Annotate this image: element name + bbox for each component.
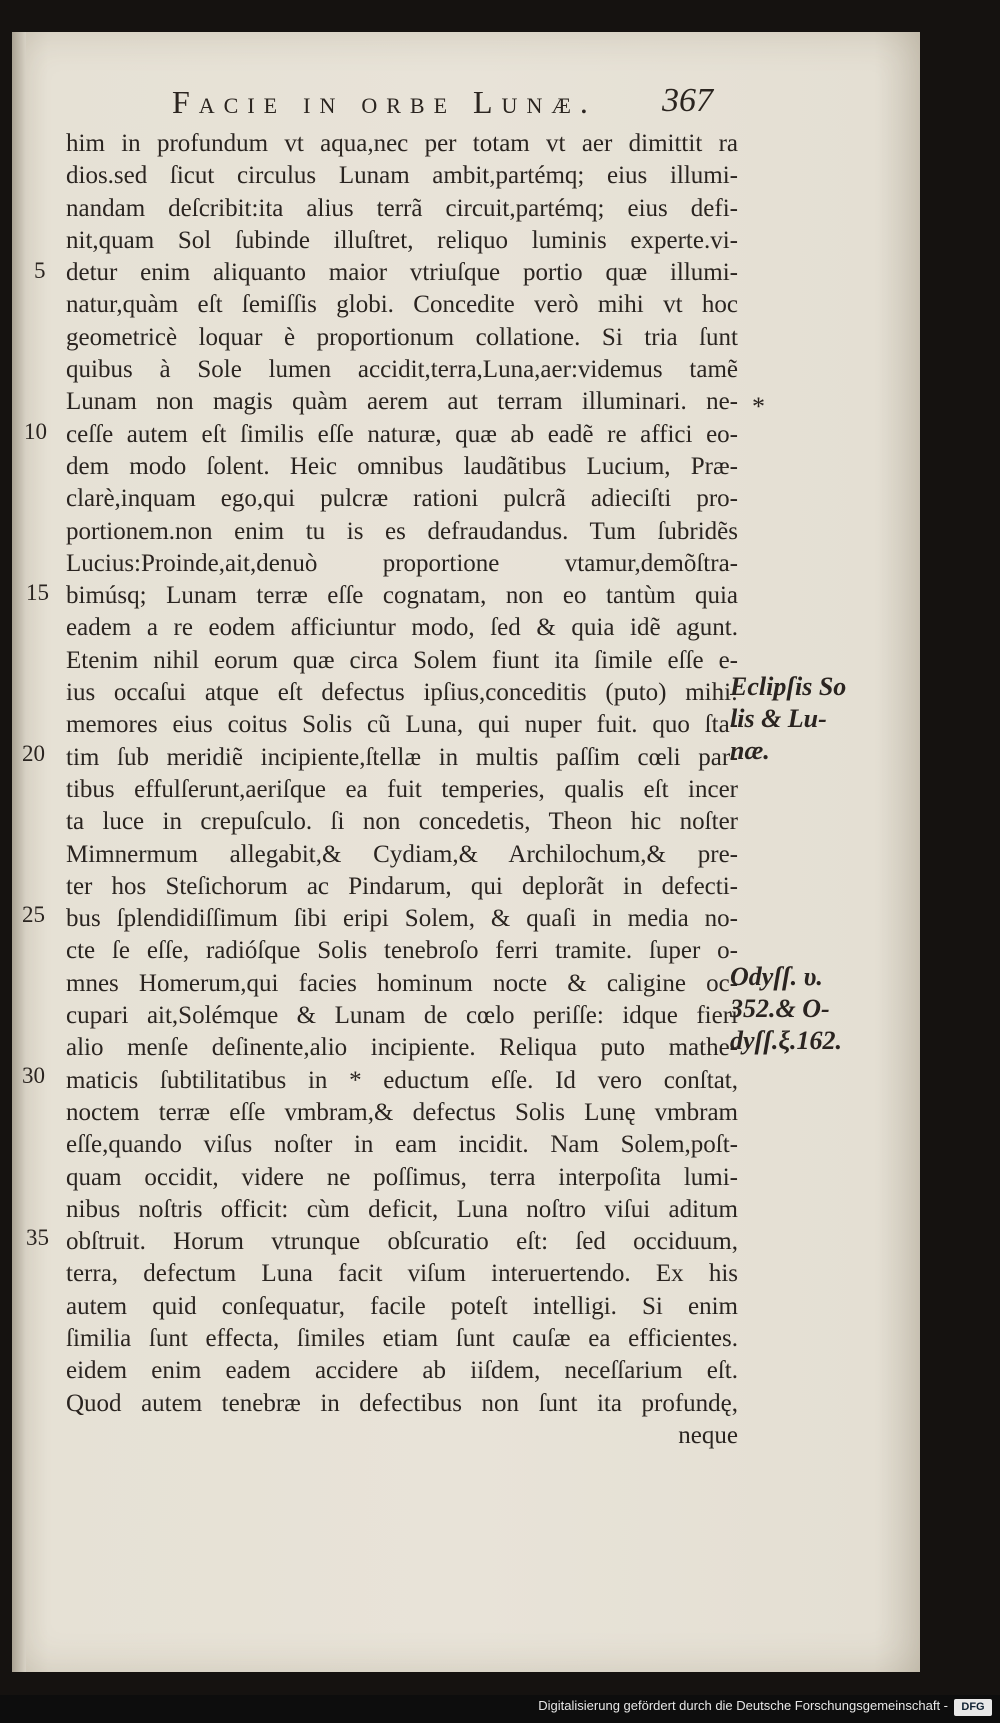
text-line: Lunam non magis quàm aerem aut terram illuminari. ne- (66, 388, 738, 416)
text-line: him in profundum vt aqua,nec per totam vt aer dimittit ra (66, 130, 738, 157)
page-number: 367 (662, 82, 713, 119)
text-line: maticis ſubtilitatibus in * eductum eſſe. Id vero conſtat, (66, 1066, 738, 1094)
text-line: autem quid conſequatur, facile poteſt intelligi. Si enim (66, 1292, 738, 1320)
text-line: bus ſplendidiſſimum ſibi eripi Solem, & quaſi in media no- (66, 905, 738, 933)
funding-credit: Digitalisierung gefördert durch die Deutsche Forschungsgemeinschaft - (538, 1698, 948, 1713)
text-line: geometricè loquar è proportionum collatione. Si tria ſunt (66, 323, 738, 351)
text-line: quam occidit, videre ne poſſimus, terra interpoſita lumi- (66, 1163, 738, 1191)
text-line: ius occaſui atque eſt defectus ipſius,conceditis (puto) mihi: (66, 679, 738, 707)
margin-note-eclipsis: Eclipſis So (730, 672, 847, 701)
line-number: 25 (22, 902, 45, 927)
body-text (66, 128, 738, 1452)
margin-note-odyssey: Odyſſ. υ. (730, 962, 823, 991)
text-line: eſſe,quando viſus noſter in eam incidit. Nam Solem,poſt- (66, 1131, 738, 1159)
text-line: noctem terræ eſſe vmbram,& defectus Solis Lunę vmbram (66, 1098, 738, 1126)
margin-note-eclipsis: næ. (730, 736, 770, 765)
book-page (12, 32, 920, 1672)
footer-bar (0, 1695, 1000, 1723)
text-line: ſimilia ſunt effecta, ſimiles etiam ſunt cauſæ ea efficientes. (66, 1324, 738, 1352)
text-line: detur enim aliquanto maior vtriuſque portio quæ illumi- (66, 259, 738, 287)
text-line: nit,quam Sol ſubinde illuſtret, reliquo luminis experte.vi- (66, 226, 738, 254)
text-line: tim ſub meridiẽ incipiente,ſtellæ in multis paſſim cœli par- (66, 743, 738, 771)
text-line: natur,quàm eſt ſemiſſis globi. Concedite verò mihi vt hoc (66, 291, 738, 319)
text-line: memores eius coitus Solis cũ Luna, qui nuper fuit. quo ſta- (66, 711, 738, 739)
text-line: Etenim nihil eorum quæ circa Solem fiunt ita ſimile eſſe e- (66, 646, 738, 674)
running-title: Facie in orbe Lunæ. (172, 84, 597, 120)
text-line: alio menſe deſinente,alio incipiente. Reliqua puto mathe- (66, 1034, 738, 1062)
text-line: cte ſe eſſe, radióſque Solis tenebroſo ferri tramite. ſuper o- (66, 937, 738, 965)
text-line: mnes Homerum,qui facies hominum nocte & caligine oc- (66, 969, 738, 997)
text-line: obſtruit. Horum vtrunque obſcuratio eſt: ſed occiduum, (66, 1228, 738, 1256)
text-line: eidem enim eadem accidere ab iiſdem, neceſſarium eſt. (66, 1357, 738, 1385)
text-line: Mimnermum allegabit,& Cydiam,& Archilochum,& pre- (66, 840, 738, 868)
line-number: 10 (24, 419, 47, 444)
line-number: 30 (22, 1063, 45, 1088)
text-line: dios.sed ſicut circulus Lunam ambit,partémq; eius illumi- (66, 162, 738, 190)
text-line: tibus effulſerunt,aeriſque ea fuit temperies, qualis eſt incer (66, 775, 738, 803)
text-line: dem modo ſolent. Heic omnibus laudãtibus Lucium, Præ- (66, 452, 738, 480)
text-line: bimúsq; Lunam terræ eſſe cognatam, non eo tantùm quia (66, 582, 738, 610)
text-line: ter hos Steſichorum ac Pindarum, qui deplorãt in defecti- (66, 872, 738, 900)
text-line: clarè,inquam ego,qui pulcræ rationi pulcrã adieciſti pro- (66, 485, 738, 513)
margin-asterisk: * (752, 392, 765, 421)
text-line: cupari ait,Solémque & Lunam de cœlo periſſe: idque fieri (66, 1002, 738, 1030)
page-gutter (12, 32, 26, 1672)
margin-note-eclipsis: lis & Lu- (730, 704, 827, 733)
margin-note-odyssey: 352.& O- (730, 994, 830, 1023)
line-number: 20 (22, 741, 45, 766)
line-number: 5 (34, 258, 46, 283)
text-line: ceſſe autem eſt ſimilis eſſe naturæ, quæ ab eadẽ re affici eo- (66, 420, 738, 448)
line-number: 35 (26, 1225, 49, 1250)
margin-note-odyssey: dyſſ.ξ.162. (730, 1026, 843, 1055)
text-line: eadem a re eodem afficiuntur modo, ſed & quia idẽ agunt. (66, 614, 738, 642)
catchword: neque (678, 1421, 738, 1449)
line-number: 15 (26, 580, 49, 605)
text-line: Quod autem tenebræ in defectibus non ſunt ita profundę, (66, 1389, 738, 1417)
text-line: nandam deſcribit:ita alius terrã circuit,partémq; eius defi- (66, 194, 738, 222)
dfg-logo: DFG (954, 1699, 992, 1716)
text-line: portionem.non enim tu is es defraudandus. Tum ſubridẽs (66, 517, 738, 545)
text-line: Lucius:Proinde,ait,denuò proportione vtamur,demõſtra- (66, 549, 738, 577)
text-line: terra, defectum Luna facit viſum interuertendo. Ex his (66, 1260, 738, 1288)
text-line: ta luce in crepuſculo. ſi non concedetis, Theon hic noſter (66, 808, 738, 836)
text-line: nibus noſtris officit: cùm deficit, Luna noſtro viſui aditum (66, 1195, 738, 1223)
text-line: quibus à Sole lumen accidit,terra,Luna,aer:videmus tamẽ (66, 356, 738, 384)
